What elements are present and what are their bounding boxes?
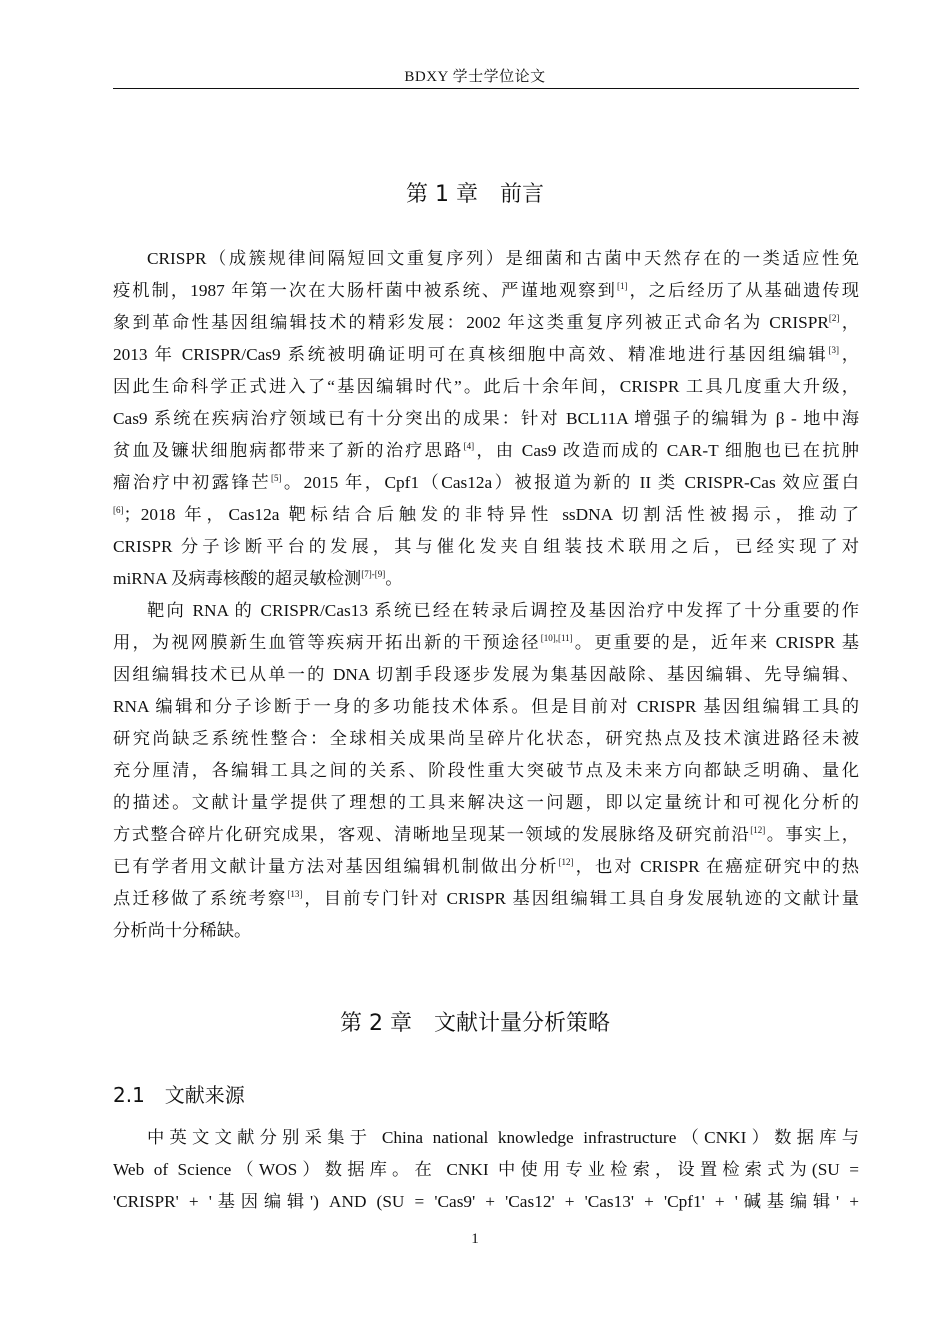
paragraph-line: 的描述。文献计量学提供了理想的工具来解决这一问题，即以定量统计和可视化分析的 xyxy=(113,793,859,812)
citation-ref: [12] xyxy=(750,825,766,835)
paragraph-line: Web of Science（WOS）数据库。在 CNKI 中使用专业检索，设置检索式为(SU = xyxy=(113,1160,859,1179)
citation-ref: [10],[11] xyxy=(540,633,573,643)
paragraph-line: 因此生命科学正式进入了“基因编辑时代”。此后十余年间，CRISPR 工具几度重大升级， xyxy=(113,377,859,396)
header-divider xyxy=(113,88,859,89)
paragraph-line: 方式整合碎片化研究成果，客观、清晰地呈现某一领域的发展脉络及研究前沿[12]。事实上， xyxy=(113,825,859,844)
paragraph-line: miRNA 及病毒核酸的超灵敏检测[7]-[9]。 xyxy=(113,569,403,588)
citation-ref: [2] xyxy=(828,313,840,323)
paragraph-line: 已有学者用文献计量方法对基因组编辑机制做出分析[12]，也对 CRISPR 在癌症研究中的热 xyxy=(113,857,859,876)
paragraph-line: CRISPR（成簇规律间隔短回文重复序列）是细菌和古菌中天然存在的一类适应性免 xyxy=(147,249,859,268)
citation-ref: [6] xyxy=(113,505,124,515)
page-number: 1 xyxy=(471,1231,479,1247)
paragraph-line: RNA 编辑和分子诊断于一身的多功能技术体系。但是目前对 CRISPR 基因组编辑工具的 xyxy=(113,697,859,716)
citation-ref: [4] xyxy=(463,441,475,451)
paragraph-line: 'CRISPR' + '基因编辑') AND (SU = 'Cas9' + 'Cas12' + 'Cas13' + 'Cpf1' + '碱基编辑' + xyxy=(113,1192,859,1211)
citation-ref: [12] xyxy=(558,857,574,867)
citation-ref: [13] xyxy=(287,889,303,899)
running-header: BDXY 学士学位论文 xyxy=(404,69,546,85)
paragraph-line: 充分厘清，各编辑工具之间的关系、阶段性重大突破节点及未来方向都缺乏明确、量化 xyxy=(113,761,859,780)
paragraph-line: 瘤治疗中初露锋芒[5]。2015 年，Cpf1（Cas12a）被报道为新的 II 类 CRISPR-Cas 效应蛋白 xyxy=(113,473,859,492)
citation-ref: [3] xyxy=(828,345,839,355)
paragraph-line: 用，为视网膜新生血管等疾病开拓出新的干预途径[10],[11]。更重要的是，近年来 CRISPR 基 xyxy=(113,633,859,652)
paragraph-line: 分析尚十分稀缺。 xyxy=(113,921,252,940)
paragraph-line: 象到革命性基因组编辑技术的精彩发展：2002 年这类重复序列被正式命名为 CRISPR[2]， xyxy=(113,313,859,332)
paragraph-line: Cas9 系统在疾病治疗领域已有十分突出的成果：针对 BCL11A 增强子的编辑为 β - 地中海 xyxy=(113,409,859,428)
citation-ref: [5] xyxy=(270,473,282,483)
citation-ref: [1] xyxy=(616,281,628,291)
chapter-1-title: 第 1 章 前言 xyxy=(406,182,544,207)
paragraph-line: 研究尚缺乏系统性整合：全球相关成果尚呈碎片化状态，研究热点及技术演进路径未被 xyxy=(113,729,859,748)
paragraph-line: 点迁移做了系统考察[13]，目前专门针对 CRISPR 基因组编辑工具自身发展轨迹的文献计量 xyxy=(113,889,859,908)
paragraph-line: 疫机制，1987 年第一次在大肠杆菌中被系统、严谨地观察到[1]，之后经历了从基础遗传现 xyxy=(113,281,859,300)
paragraph-line: [6]；2018 年，Cas12a 靶标结合后触发的非特异性 ssDNA 切割活性被揭示，推动了 xyxy=(113,505,859,524)
paragraph-line: 中英文文献分别采集于 China national knowledge infrastructure（CNKI）数据库与 xyxy=(147,1128,859,1147)
paragraph-line: 2013 年 CRISPR/Cas9 系统被明确证明可在真核细胞中高效、精准地进行基因组编辑[3]， xyxy=(113,345,859,364)
paragraph-line: 贫血及镰状细胞病都带来了新的治疗思路[4]，由 Cas9 改造而成的 CAR-T 细胞也已在抗肿 xyxy=(113,441,859,460)
paragraph-line: CRISPR 分子诊断平台的发展，其与催化发夹自组装技术联用之后，已经实现了对 xyxy=(113,537,859,556)
chapter-2-title: 第 2 章 文献计量分析策略 xyxy=(340,1011,610,1036)
paragraph-line: 靶向 RNA 的 CRISPR/Cas13 系统已经在转录后调控及基因治疗中发挥了十分重要的作 xyxy=(147,601,859,620)
citation-ref: [7]-[9] xyxy=(361,569,386,579)
section-2-1-title: 2.1 文献来源 xyxy=(113,1083,245,1107)
paragraph-line: 因组编辑技术已从单一的 DNA 切割手段逐步发展为集基因敲除、基因编辑、先导编辑、 xyxy=(113,665,859,684)
